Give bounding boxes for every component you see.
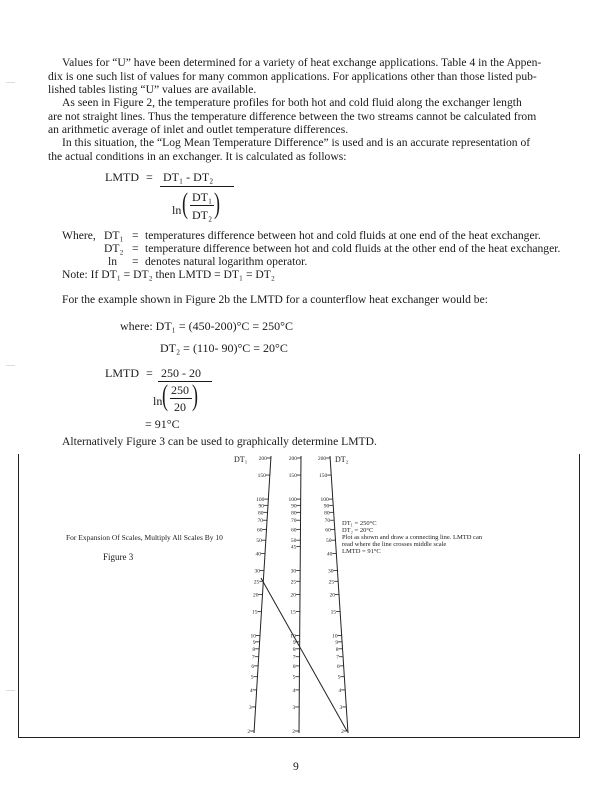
figure-caption: Figure 3: [103, 552, 134, 562]
example-dt2: DT₂ = (110- 90)°C = 20°C: [160, 341, 288, 355]
lmtd-tick-label: 80: [291, 510, 297, 517]
dt2-tick-label: 50: [325, 538, 332, 545]
dt2-tick-label: 2: [341, 729, 344, 735]
margin-mark: —: [6, 685, 15, 695]
example-dt1: where: DT₁ = (450-200)°C = 250°C: [120, 319, 293, 333]
lmtd-tick-label: 60: [290, 527, 297, 534]
dt1-tick-label: 90: [258, 503, 264, 510]
dt2-tick-label: 30: [327, 568, 334, 575]
where-text-3: denotes natural logarithm operator.: [145, 255, 308, 268]
paragraph-line-7: In this situation, the “Log Mean Temperature Difference” is used and is an accurate representation of: [62, 136, 531, 149]
lmtd-tick-label: 200: [288, 456, 297, 462]
dt2-tick-label: 9: [335, 639, 339, 646]
dt1-tick-label: 60: [256, 527, 263, 534]
margin-mark: —: [6, 360, 15, 370]
dt2-tick-label: 8: [335, 646, 339, 653]
where-sym-1: DT₁: [104, 229, 124, 242]
example-left-paren: (: [162, 379, 168, 412]
paragraph-line-6: an arithmetic average of inlet and outlet temperature differences.: [48, 123, 349, 136]
dt2-tick-label: 90: [323, 503, 330, 510]
example-result: = 91°C: [145, 417, 180, 431]
lmtd-tick-label: 50: [290, 538, 297, 545]
where-eq-3: =: [132, 255, 139, 268]
page-number: 9: [293, 760, 299, 773]
lmtd-tick-label: 25: [290, 579, 297, 586]
connecting-line: [261, 578, 347, 731]
dt1-tick-label: 50: [256, 538, 262, 545]
dt2-tick-label: 200: [317, 456, 327, 462]
dt2-tick-label: 4: [338, 687, 342, 694]
dt1-tick-label: 5: [250, 674, 254, 681]
dt1-tick-label: 80: [258, 510, 264, 517]
dt2-tick-label: 20: [329, 592, 335, 599]
margin-mark: —: [6, 77, 15, 87]
example-inner-numerator: 250: [171, 383, 189, 397]
dt2-tick-label: 100: [320, 497, 329, 504]
dt1-tick-label: 15: [251, 609, 258, 616]
dt1-ticks: [247, 456, 271, 735]
dt2-tick-label: 60: [325, 527, 331, 534]
lmtd-tick-label: 4: [292, 687, 296, 694]
lmtd-tick-label: 150: [288, 473, 297, 480]
where-text-1: temperatures difference between hot and cold fluids at one end of the heat exchanger.: [145, 229, 541, 242]
dt1-tick-label: 10: [250, 633, 256, 640]
dt1-tick-label: 150: [257, 473, 266, 480]
dt1-tick-label: 6: [251, 663, 255, 670]
annotation-lmtd: LMTD = 91°C: [342, 548, 381, 555]
paragraph-line-5: are not straight lines. Thus the temperature difference between the two streams cannot be calculated from: [48, 110, 537, 123]
lmtd-tick-label: 3: [292, 704, 296, 711]
dt2-tick-label: 10: [332, 633, 338, 640]
formula-ln: ln: [172, 203, 182, 217]
dt1-tick-label: 4: [249, 687, 253, 694]
lmtd-tick-label: 7: [292, 654, 296, 661]
annotation-instruction-2: read where the line crosses middle scale: [342, 541, 447, 548]
example-inner-denominator: 20: [174, 400, 186, 414]
dt1-tick-label: 2: [247, 729, 251, 735]
example-ln: ln: [153, 394, 163, 408]
lmtd-tick-label: 15: [290, 609, 296, 616]
paragraph-line-8: the actual conditions in an exchanger. It is calculated as follows:: [48, 150, 347, 163]
dt1-tick-label: 30: [254, 568, 260, 575]
dt2-tick-label: 80: [324, 510, 330, 517]
dt1-scale-label: DT₁: [234, 455, 248, 464]
where-sym-3: ln: [108, 255, 118, 268]
dt1-tick-label: 40: [255, 551, 262, 558]
dt1-tick-label: 7: [251, 654, 255, 661]
lmtd-tick-label: 100: [288, 497, 297, 504]
dt2-tick-label: 40: [326, 551, 333, 558]
lmtd-tick-label: 45: [290, 544, 297, 551]
example-lmtd-eq: =: [146, 366, 153, 380]
annotation-dt1: DT₁ = 250°C: [342, 520, 377, 527]
lmtd-tick-label: 10: [290, 633, 296, 640]
where-eq-1: =: [132, 229, 139, 242]
formula-inner-numerator: DT₁: [192, 190, 213, 204]
paragraph-line-4: As seen in Figure 2, the temperature profiles for both hot and cold fluid along the exchanger length: [62, 96, 522, 109]
dt2-tick-label: 150: [318, 473, 328, 480]
example-lmtd-lhs: LMTD: [105, 366, 139, 380]
dt2-scale-label: DT₂: [335, 455, 349, 464]
formula-inner-denominator: DT₂: [192, 208, 213, 222]
dt2-tick-label: 25: [328, 579, 335, 586]
formula-lhs: LMTD: [105, 170, 139, 184]
lmtd-tick-label: 6: [292, 663, 296, 670]
where-eq-2: =: [132, 242, 139, 255]
dt2-tick-label: 3: [339, 704, 343, 711]
formula-eq: =: [146, 170, 153, 184]
dt1-tick-label: 20: [253, 592, 259, 599]
dt1-tick-label: 200: [258, 456, 267, 462]
example-intro: For the example shown in Figure 2b the LMTD for a counterflow heat exchanger would be:: [62, 293, 488, 306]
paragraph-line-1: Values for “U” have been determined for a variety of heat exchange applications. Table 4 in the Appen-: [62, 56, 542, 69]
dt2-tick-label: 5: [337, 674, 341, 681]
example-right-paren: ): [192, 379, 198, 412]
annotation-dt2: DT₂ = 20°C: [342, 527, 374, 534]
formula-right-paren: ): [214, 187, 220, 220]
dt1-tick-label: 25: [253, 579, 260, 586]
lmtd-tick-label: 70: [291, 518, 297, 525]
paragraph-line-3: lished tables listing “U” values are available.: [48, 83, 257, 96]
lmtd-tick-label: 20: [290, 592, 296, 599]
lmtd-tick-label: 2: [292, 729, 296, 735]
dt1-tick-label: 70: [257, 518, 264, 525]
formula-numerator: DT₁ - DT₂: [163, 170, 214, 184]
dt2-tick-label: 15: [330, 609, 337, 616]
where-label: Where,: [62, 229, 96, 242]
alternative-text: Alternatively Figure 3 can be used to graphically determine LMTD.: [62, 435, 377, 448]
lmtd-tick-label: 8: [292, 646, 296, 653]
lmtd-tick-label: 9: [292, 639, 296, 646]
figure-scale-note: For Expansion Of Scales, Multiply All Scales By 10: [66, 533, 223, 542]
lmtd-tick-label: 90: [291, 503, 297, 510]
dt2-tick-label: 70: [324, 518, 331, 525]
where-sym-2: DT₂: [104, 242, 124, 255]
paragraph-line-2: dix is one such list of values for many common applications. For applications other than those listed pub-: [48, 70, 537, 83]
dt2-tick-label: 6: [336, 663, 340, 670]
dt1-tick-label: 8: [252, 646, 256, 653]
dt2-tick-label: 7: [336, 654, 340, 661]
lmtd-tick-label: 30: [290, 568, 297, 575]
formula-left-paren: (: [182, 187, 188, 220]
dt1-tick-label: 3: [248, 704, 252, 711]
dt1-tick-label: 100: [256, 497, 265, 504]
example-lmtd-numerator: 250 - 20: [161, 366, 201, 380]
where-text-2: temperature difference between hot and cold fluids at the other end of the heat exchanger.: [145, 242, 561, 255]
annotation-instruction-1: Plot as shown and draw a connecting line. LMTD can: [342, 534, 483, 541]
dt1-tick-label: 9: [252, 639, 256, 646]
lmtd-tick-label: 5: [292, 674, 296, 681]
where-note: Note: If DT₁ = DT₂ then LMTD = DT₁ = DT₂: [62, 268, 275, 281]
